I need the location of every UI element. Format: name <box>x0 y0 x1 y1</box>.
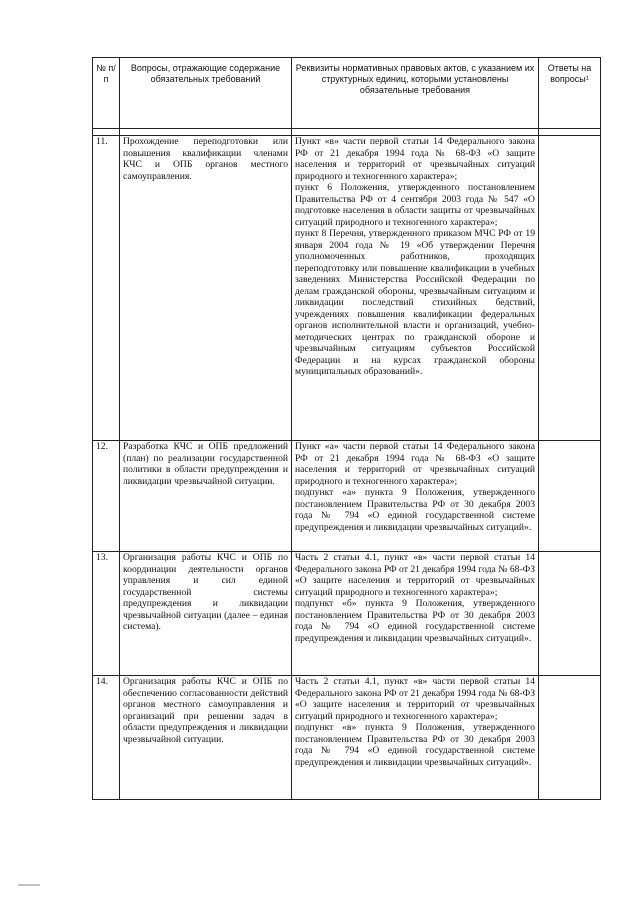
table-row <box>93 136 601 441</box>
row-num: 12. <box>93 441 120 552</box>
header-num: № п/п <box>93 58 120 129</box>
header-spacer-row <box>93 129 601 136</box>
scan-artifact-mark <box>18 884 40 886</box>
row-answer-cell[interactable] <box>539 552 601 676</box>
requirements-table <box>92 57 601 800</box>
table-header-row <box>93 58 601 129</box>
header-requisites: Реквизиты нормативных правовых актов, с указанием их структурных единиц, которыми установлены обязательные требования <box>292 58 539 129</box>
row-requisites: Часть 2 статьи 4.1, пункт «в» части первой статьи 14 Федерального закона РФ от 21 декабря 1994 года № 68-ФЗ «О защите населения и территорий от чрезвычайных ситуаций природного и техногенного характера»; подпункт «б» пункта 9 Положения, утвержденного постановлением Правительства РФ от 30 декабря 2003 года № 794 «О единой государственной системе предупреждения и ликвидации чрезвычайных ситуаций». <box>292 552 539 676</box>
row-question: Организация работы КЧС и ОПБ по обеспечению согласованности действий органов местного самоуправления и организаций при решении задач в области предупреждения и ликвидации чрезвычайной ситуации. <box>120 676 292 800</box>
row-answer-cell[interactable] <box>539 136 601 441</box>
header-questions: Вопросы, отражающие содержание обязательных требований <box>120 58 292 129</box>
header-answers: Ответы на вопросы¹ <box>539 58 601 129</box>
row-question: Организация работы КЧС и ОПБ по координации деятельности органов управления и сил единой государственной системы предупреждения и ликвидации чрезвычайной ситуации (далее – единая система). <box>120 552 292 676</box>
row-num: 11. <box>93 136 120 441</box>
table-row <box>93 552 601 676</box>
row-requisites: Пункт «в» части первой статьи 14 Федерального закона РФ от 21 декабря 1994 года № 68-ФЗ «О защите населения и территорий от чрезвычайных ситуаций природного и техногенного характера»; пункт 6 Положения, утвержденного постановлением Правительства РФ от 4 сентября 2003 года № 547 «О подготовке населения в области защиты от чрезвычайных ситуаций природного и техногенного характера»; пункт 8 Перечня, утвержденного приказом МЧС РФ от 19 января 2004 года № 19 «Об утверждении Перечня уполномоченных работников, проходящих переподготовку или повышение квалификации в учебных заведениях Министерства Российской Федерации по делам гражданской обороны, чрезвычайным ситуациям и ликвидации последствий стихийных бедствий, учреждениях повышения квалификации федеральных органов исполнительной власти и организаций, учебно-методических центрах по гражданской обороне и чрезвычайным ситуациям субъектов Российской Федерации и на курсах гражданской обороны муниципальных образований». <box>292 136 539 441</box>
row-num: 14. <box>93 676 120 800</box>
table-row <box>93 676 601 800</box>
row-answer-cell[interactable] <box>539 676 601 800</box>
row-num: 13. <box>93 552 120 676</box>
row-requisites: Пункт «а» части первой статьи 14 Федерального закона РФ от 21 декабря 1994 года № 68-ФЗ «О защите населения и территорий от чрезвычайных ситуаций природного и техногенного характера»; подпункт «а» пункта 9 Положения, утвержденного постановлением Правительства РФ от 30 декабря 2003 года № 794 «О единой государственной системе предупреждения и ликвидации чрезвычайных ситуаций». <box>292 441 539 552</box>
row-answer-cell[interactable] <box>539 441 601 552</box>
row-question: Прохождение переподготовки или повышения квалификации членами КЧС и ОПБ органов местного самоуправления. <box>120 136 292 441</box>
row-requisites: Часть 2 статьи 4.1, пункт «в» части первой статьи 14 Федерального закона РФ от 21 декабря 1994 года № 68-ФЗ «О защите населения и территорий от чрезвычайных ситуаций природного и техногенного характера»; подпункт «в» пункта 9 Положения, утвержденного постановлением Правительства РФ от 30 декабря 2003 года № 794 «О единой государственной системе предупреждения и ликвидации чрезвычайных ситуаций». <box>292 676 539 800</box>
row-question: Разработка КЧС и ОПБ предложений (план) по реализации государственной политики в области предупреждения и ликвидации чрезвычайной ситуации. <box>120 441 292 552</box>
table-row <box>93 441 601 552</box>
